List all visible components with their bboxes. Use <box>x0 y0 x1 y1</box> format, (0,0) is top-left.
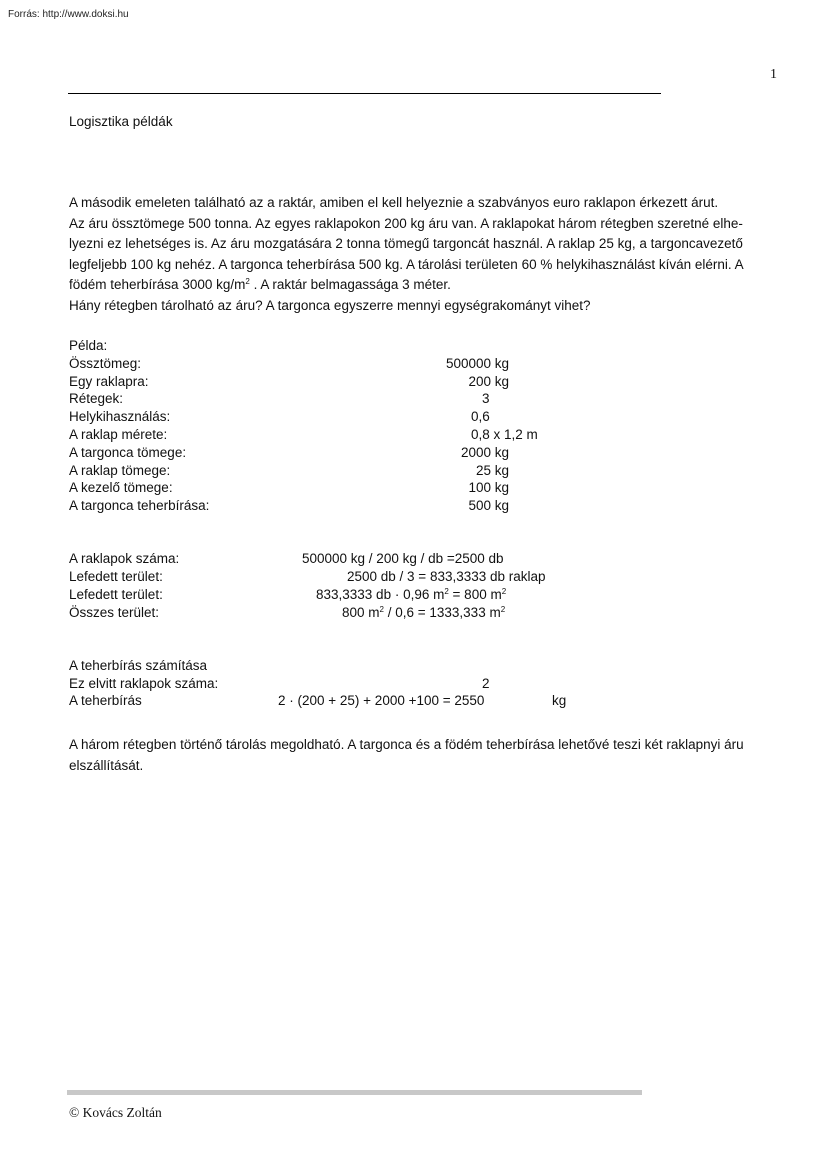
problem-line: legfeljebb 100 kg nehéz. A targonca teherbírása 500 kg. A tárolási területen 60 % helykihasználást kíván elérni. A <box>69 256 744 272</box>
problem-line: lyezni ez lehetséges is. Az áru mozgatására 2 tonna tömegű targoncát használ. A raklap 25 kg, a targoncavezető <box>69 236 743 251</box>
calc-label: Lefedett terület: <box>69 569 163 584</box>
header-rule <box>68 93 661 94</box>
example-label: A kezelő tömege: <box>69 480 173 495</box>
calc-value-text: 833,3333 db · 0,96 m <box>316 587 445 602</box>
example-label: Helykihasználás: <box>69 409 171 424</box>
example-value: 25 kg <box>475 463 509 478</box>
problem-question: Hány rétegben tárolható az áru? A targonca egyszerre mennyi egységrakományt vihet? <box>69 297 591 313</box>
superscript: 2 <box>245 277 250 286</box>
example-value: 200 kg <box>468 374 509 389</box>
example-value: 0,8 x 1,2 m <box>471 427 538 442</box>
example-label: Egy raklapra: <box>69 374 149 389</box>
conclusion-line: elszállítását. <box>69 757 144 773</box>
calc-value-text: / 0,6 = 1333,333 m <box>383 605 501 620</box>
calc-value-text: 800 m <box>342 605 380 620</box>
example-label: Rétegek: <box>69 391 124 406</box>
page-number: 1 <box>770 67 777 82</box>
problem-line <box>69 275 789 296</box>
problem-line: A második emeleten található az a raktár, amiben el kell helyeznie a szabványos euro raklapon érkezett árut. <box>69 195 719 210</box>
calc-label: Lefedett terület: <box>69 587 163 602</box>
example-value: 500 kg <box>468 498 509 513</box>
example-value: 500000 kg <box>445 356 509 371</box>
superscript: 2 <box>444 587 449 596</box>
calc-label: Összes terület: <box>69 605 160 620</box>
document-title: Logisztika példák <box>69 114 173 129</box>
footer-copyright: © Kovács Zoltán <box>69 1105 162 1120</box>
example-label: A raklap tömege: <box>69 463 171 478</box>
example-value: 100 kg <box>468 480 509 495</box>
example-heading: Példa: <box>69 338 108 353</box>
calc-label: Ez elvitt raklapok száma: <box>69 676 219 691</box>
conclusion-line: A három rétegben történő tárolás megoldható. A targonca és a födém teherbírása lehetővé teszi két raklapnyi áru <box>69 737 744 752</box>
problem-line-text: . A raktár belmagassága 3 méter. <box>249 277 451 292</box>
footer-rule <box>67 1090 642 1095</box>
problem-statement <box>69 193 789 316</box>
example-label: Össztömeg: <box>69 356 142 371</box>
example-value: 2000 kg <box>460 445 509 460</box>
calc-value <box>342 604 505 622</box>
problem-line-text: födém teherbírása 3000 kg/m <box>69 277 246 292</box>
superscript: 2 <box>500 605 506 614</box>
superscript: 2 <box>379 605 384 614</box>
example-label: A raklap mérete: <box>69 427 168 442</box>
calc-value: 500000 kg / 200 kg / db =2500 db <box>302 551 504 566</box>
calc-value <box>316 586 506 604</box>
example-label: A targonca tömege: <box>69 445 187 460</box>
example-value: 0,6 <box>471 409 490 424</box>
conclusion <box>69 735 789 776</box>
problem-line: Az áru össztömege 500 tonna. Az egyes raklapokon 200 kg áru van. A raklapokat három rétegben szeretné elhe- <box>69 215 743 231</box>
calc-value-text: = 800 m <box>448 587 502 602</box>
calc-value: 2500 db / 3 = 833,3333 db raklap <box>347 569 546 584</box>
source-note: Forrás: http://www.doksi.hu <box>8 9 129 20</box>
superscript: 2 <box>501 587 507 596</box>
calc-label: A teherbírás <box>69 693 142 708</box>
calc-label: A raklapok száma: <box>69 551 180 566</box>
calc-unit: kg <box>552 693 567 708</box>
calc-value: 2 · (200 + 25) + 2000 +100 = 2550 <box>278 693 485 708</box>
section-heading: A teherbírás számítása <box>69 658 208 673</box>
example-label: A targonca teherbírása: <box>69 498 210 513</box>
example-value: 3 <box>482 391 490 406</box>
calc-value: 2 <box>482 676 490 691</box>
